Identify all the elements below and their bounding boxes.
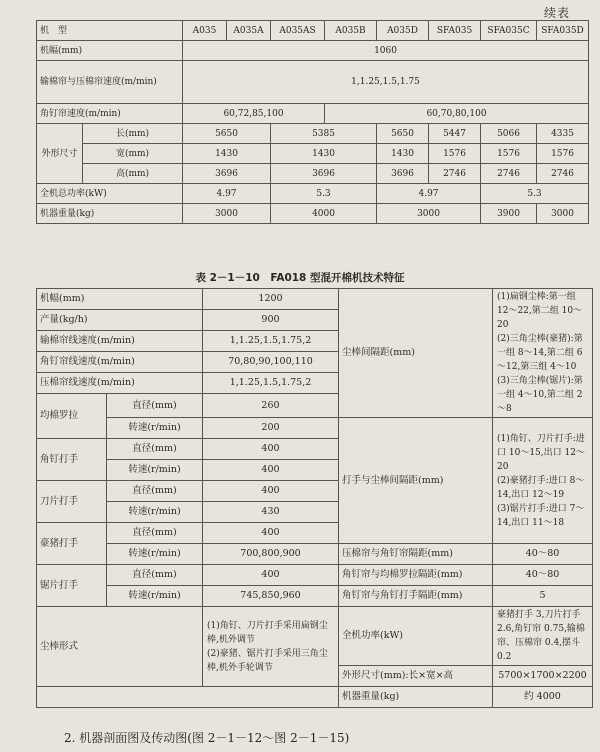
cell-value: 2746	[481, 164, 537, 184]
note-line: (2)三角尘棒(豪猪):第一组 8～14,第二组 6～12,第三组 4～10	[497, 334, 583, 372]
row-label: 全机总功率(kW)	[37, 184, 183, 204]
cell-value: 4.97	[377, 184, 481, 204]
note-line: (1)角钉、刀片打手采用扁钢尘棒,机外调节	[207, 620, 328, 645]
table-row	[37, 61, 589, 104]
note-line: (3)锯片打手:进口 7～14,出口 11～18	[497, 503, 585, 528]
cell-value: 5650	[377, 124, 429, 144]
row-label: 压棉帘线速度(m/min)	[37, 373, 203, 394]
cell-value: 5	[493, 586, 593, 607]
table-row	[37, 124, 589, 144]
cell-value: 5447	[429, 124, 481, 144]
row-label: 宽(mm)	[83, 144, 183, 164]
cell-value	[493, 418, 593, 544]
spec-table-a035	[36, 20, 589, 224]
row-label: 全机功率(kW)	[339, 607, 493, 666]
cell-value: 5.3	[271, 184, 377, 204]
cell-value: 3000	[183, 204, 271, 224]
header-cell: A035D	[377, 21, 429, 41]
cell-value: 400	[203, 460, 339, 481]
note-line: (2)豪猪打手:进口 8～14,出口 12～19	[497, 475, 585, 500]
row-label: 豪猪打手	[37, 523, 107, 565]
table-row	[37, 144, 589, 164]
table-row	[37, 104, 589, 124]
row-label: 转速(r/min)	[107, 502, 203, 523]
header-cell: A035A	[227, 21, 271, 41]
row-label: 转速(r/min)	[107, 586, 203, 607]
table-row	[37, 565, 593, 586]
note-line: (1)角钉、刀片打手:进口 10～15,出口 12～20	[497, 433, 585, 472]
row-label: 外形尺寸	[37, 124, 83, 184]
section-heading: 2. 机器剖面图及传动图(图 2－1－12～图 2－1－15)	[64, 731, 350, 745]
header-cell: SFA035	[429, 21, 481, 41]
cell-value: 1,1.25,1.5,1.75	[183, 61, 589, 104]
row-label: 角钉帘与角钉打手隔距(mm)	[339, 586, 493, 607]
header-cell: 机 型	[37, 21, 183, 41]
cell-value: 40～80	[493, 544, 593, 565]
cell-value: 1,1.25,1.5,1.75,2	[203, 331, 339, 352]
cell-value: 5066	[481, 124, 537, 144]
header-cell: A035B	[325, 21, 377, 41]
table-row	[37, 544, 593, 565]
table-row	[37, 687, 593, 708]
row-label: 尘棒形式	[37, 607, 203, 687]
cell-value: 430	[203, 502, 339, 523]
row-label: 高(mm)	[83, 164, 183, 184]
cell-value: 1576	[537, 144, 589, 164]
cell-value: 400	[203, 439, 339, 460]
cell-value: 3696	[183, 164, 271, 184]
table-row	[37, 607, 593, 666]
cell-value: 1430	[183, 144, 271, 164]
cell-value: 5650	[183, 124, 271, 144]
cell-value: 3696	[271, 164, 377, 184]
row-label: 直径(mm)	[107, 523, 203, 544]
cell-value: 2746	[429, 164, 481, 184]
row-label: 机幅(mm)	[37, 289, 203, 310]
cell-value: 3696	[377, 164, 429, 184]
row-label: 压棉帘与角钉帘隔距(mm)	[339, 544, 493, 565]
row-label: 机器重量(kg)	[339, 687, 493, 708]
cell-value: 200	[203, 418, 339, 439]
cell-value: 约 4000	[493, 687, 593, 708]
row-label: 角钉帘与均棉罗拉隔距(mm)	[339, 565, 493, 586]
table-row	[37, 586, 593, 607]
cell-value: 3900	[481, 204, 537, 224]
header-cell: SFA035C	[481, 21, 537, 41]
cell-value: 3000	[377, 204, 481, 224]
note-line: (1)扁钢尘棒:第一组 12～22,第二组 10～20	[497, 292, 583, 330]
row-label: 角钉帘速度(m/min)	[37, 104, 183, 124]
row-label: 产量(kg/h)	[37, 310, 203, 331]
table-row	[37, 184, 589, 204]
row-label: 输棉帘与压棉帘速度(m/min)	[37, 61, 183, 104]
cell-value: 1430	[271, 144, 377, 164]
table-row	[37, 204, 589, 224]
row-label: 均棉罗拉	[37, 394, 107, 439]
cell-value: 700,800,900	[203, 544, 339, 565]
cell-value: 1576	[429, 144, 481, 164]
cell-value: 4000	[271, 204, 377, 224]
cell-value: 1,1.25,1.5,1.75,2	[203, 373, 339, 394]
table-caption: 表 2－1－10 FA018 型混开棉机技术特征	[195, 272, 405, 284]
cell-value: 745,850,960	[203, 586, 339, 607]
row-label: 外形尺寸(mm):长×宽×高	[339, 666, 493, 687]
row-label: 直径(mm)	[107, 439, 203, 460]
cell-value: 4.97	[183, 184, 271, 204]
cell-value: 400	[203, 565, 339, 586]
row-label: 输棉帘线速度(m/min)	[37, 331, 203, 352]
row-label: 转速(r/min)	[107, 418, 203, 439]
cell-value: 900	[203, 310, 339, 331]
spec-table-fa018	[36, 288, 593, 708]
cell-value: 1430	[377, 144, 429, 164]
row-label: 机幅(mm)	[37, 41, 183, 61]
header-cell: A035	[183, 21, 227, 41]
row-label: 尘棒间隔距(mm)	[339, 289, 493, 418]
cell-value: 5385	[271, 124, 377, 144]
table-row	[37, 289, 593, 310]
row-label: 转速(r/min)	[107, 460, 203, 481]
cell-value: 40～80	[493, 565, 593, 586]
table-row	[37, 41, 589, 61]
cell-value: 1200	[203, 289, 339, 310]
row-label: 打手与尘棒间隔距(mm)	[339, 418, 493, 544]
cell-value: 3000	[537, 204, 589, 224]
cell-value: 400	[203, 481, 339, 502]
row-label: 转速(r/min)	[107, 544, 203, 565]
continued-label: 续表	[543, 6, 570, 20]
cell-value: 60,72,85,100	[183, 104, 325, 124]
row-label: 刀片打手	[37, 481, 107, 523]
cell-value: 1060	[183, 41, 589, 61]
cell-value: 豪猪打手 3,刀片打手 2.6,角钉帘 0.75,输棉帘、压棉帘 0.4,摆斗 0.2	[493, 607, 593, 666]
cell-value: 2746	[537, 164, 589, 184]
table-row	[37, 418, 593, 439]
cell-value: 60,70,80,100	[325, 104, 589, 124]
row-label: 直径(mm)	[107, 565, 203, 586]
row-label: 直径(mm)	[107, 394, 203, 418]
note-line: (3)三角尘棒(锯片):第一组 4～10,第二组 2～8	[497, 376, 583, 414]
cell-value	[203, 607, 339, 687]
cell-value: 70,80,90,100,110	[203, 352, 339, 373]
cell-value: 4335	[537, 124, 589, 144]
table-row	[37, 164, 589, 184]
cell-value: 260	[203, 394, 339, 418]
note-line: (2)豪猪、锯片打手采用三角尘棒,机外手轮调节	[207, 648, 328, 673]
row-label: 机器重量(kg)	[37, 204, 183, 224]
row-label: 锯片打手	[37, 565, 107, 607]
empty-cell	[37, 687, 339, 708]
cell-value: 400	[203, 523, 339, 544]
row-label: 直径(mm)	[107, 481, 203, 502]
row-label: 角钉帘线速度(m/min)	[37, 352, 203, 373]
header-cell: A035AS	[271, 21, 325, 41]
cell-value: 5700×1700×2200	[493, 666, 593, 687]
cell-value: 1576	[481, 144, 537, 164]
row-label: 长(mm)	[83, 124, 183, 144]
row-label: 角钉打手	[37, 439, 107, 481]
header-cell: SFA035D	[537, 21, 589, 41]
cell-value	[493, 289, 593, 418]
table-row	[37, 21, 589, 41]
cell-value: 5.3	[481, 184, 589, 204]
